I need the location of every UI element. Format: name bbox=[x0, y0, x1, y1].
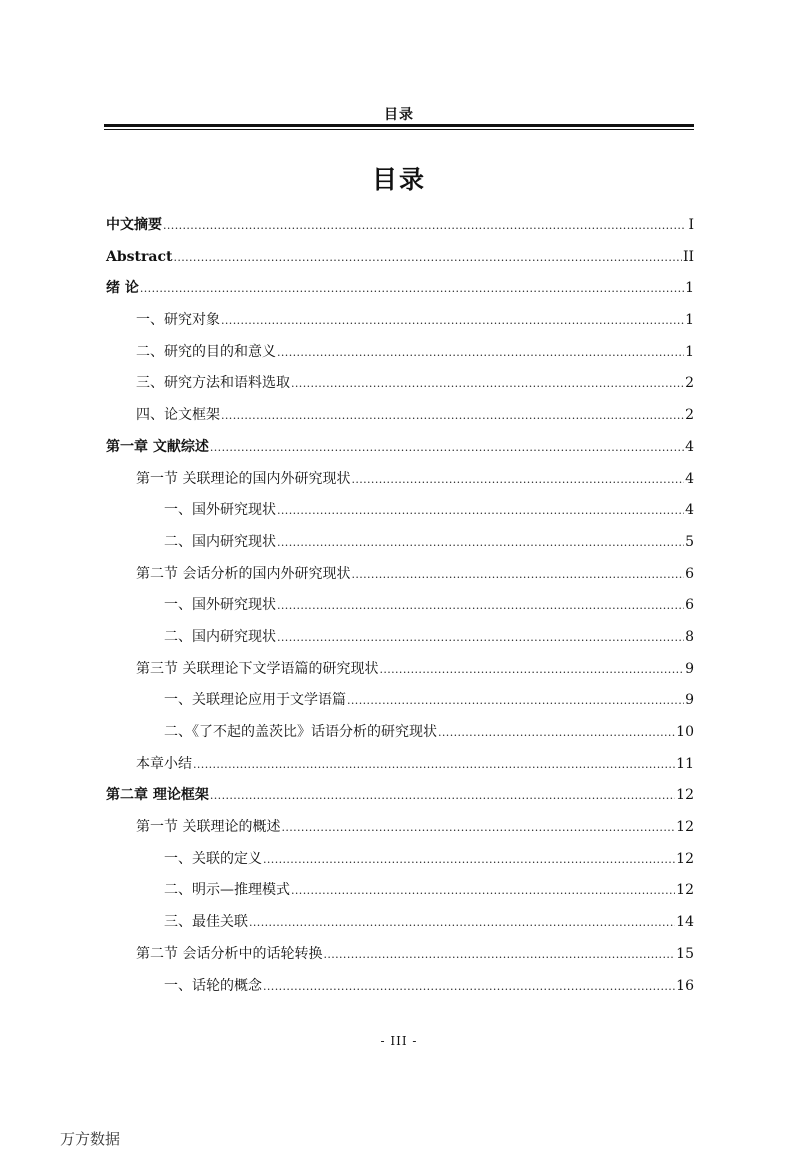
toc-entry-label: 二、《了不起的盖茨比》话语分析的研究现状 bbox=[164, 724, 437, 740]
toc-leader-dots bbox=[379, 660, 684, 680]
toc-entry-label: 本章小结 bbox=[136, 755, 192, 772]
toc-entry-label: 中文摘要 bbox=[106, 217, 162, 233]
toc-entry-page: 4 bbox=[685, 438, 694, 455]
toc-entry-label: 二、国内研究现状 bbox=[164, 628, 276, 645]
toc-entry[interactable] bbox=[106, 469, 694, 501]
header-rule-thin bbox=[104, 129, 694, 130]
toc-entry-label: 一、关联理论应用于文学语篇 bbox=[164, 692, 346, 709]
toc-entry-label: 第二节 会话分析中的话轮转换 bbox=[136, 945, 323, 962]
toc-entry-page: 9 bbox=[685, 692, 694, 709]
toc-entry-label: 第二章 理论框架 bbox=[106, 787, 209, 804]
toc-entry[interactable] bbox=[106, 342, 694, 374]
toc-leader-dots bbox=[173, 248, 681, 268]
toc-entry[interactable] bbox=[106, 437, 694, 469]
toc-entry-page: 4 bbox=[685, 502, 694, 519]
toc-entry[interactable] bbox=[106, 659, 694, 691]
toc-entry[interactable] bbox=[106, 500, 694, 532]
toc-leader-dots bbox=[140, 279, 684, 299]
toc-entry-page: 1 bbox=[685, 280, 694, 297]
toc-entry[interactable] bbox=[106, 278, 694, 310]
toc-entry[interactable] bbox=[106, 754, 694, 786]
toc-entry-label: 一、话轮的概念 bbox=[164, 977, 262, 994]
toc-leader-dots bbox=[221, 406, 684, 426]
table-of-contents bbox=[106, 215, 694, 1007]
toc-entry[interactable] bbox=[106, 247, 694, 279]
running-header: 目录 bbox=[384, 107, 414, 123]
toc-entry-page: 6 bbox=[685, 565, 694, 582]
toc-entry-page: 8 bbox=[685, 628, 694, 645]
toc-entry-label: 三、最佳关联 bbox=[164, 914, 248, 931]
toc-entry-label: 第一节 关联理论的国内外研究现状 bbox=[136, 470, 351, 487]
toc-leader-dots bbox=[277, 343, 684, 363]
toc-entry[interactable] bbox=[106, 722, 694, 754]
toc-entry[interactable] bbox=[106, 532, 694, 564]
toc-entry-page: 15 bbox=[676, 945, 694, 962]
toc-entry-label: 三、研究方法和语料选取 bbox=[136, 375, 290, 392]
toc-entry-page: 1 bbox=[685, 343, 694, 360]
toc-entry-page: 1 bbox=[685, 312, 694, 329]
toc-entry-page: 9 bbox=[685, 660, 694, 677]
page-number: - III - bbox=[380, 1034, 418, 1048]
toc-entry[interactable] bbox=[106, 880, 694, 912]
toc-entry-page: 2 bbox=[685, 407, 694, 424]
toc-entry-page: 11 bbox=[676, 755, 694, 772]
toc-entry-label: 第一节 关联理论的概述 bbox=[136, 819, 281, 836]
toc-entry[interactable] bbox=[106, 944, 694, 976]
toc-leader-dots bbox=[221, 311, 684, 331]
toc-leader-dots bbox=[291, 881, 675, 901]
toc-leader-dots bbox=[277, 533, 684, 553]
toc-leader-dots bbox=[277, 628, 684, 648]
toc-entry-label: 二、国内研究现状 bbox=[164, 533, 276, 550]
toc-leader-dots bbox=[193, 755, 675, 775]
toc-leader-dots bbox=[347, 691, 684, 711]
page-title: 目录 bbox=[371, 165, 426, 194]
toc-leader-dots bbox=[351, 470, 684, 490]
toc-entry-label: 一、国外研究现状 bbox=[164, 597, 276, 614]
toc-entry-label: 第三节 关联理论下文学语篇的研究现状 bbox=[136, 660, 379, 677]
toc-leader-dots bbox=[263, 850, 675, 870]
toc-entry-label: 第一章 文献综述 bbox=[106, 438, 209, 455]
toc-entry-label: 一、国外研究现状 bbox=[164, 502, 276, 519]
toc-entry-label: 绪 论 bbox=[106, 280, 139, 297]
toc-entry-page: 12 bbox=[676, 787, 694, 804]
toc-entry-page: 14 bbox=[676, 914, 694, 931]
toc-entry[interactable] bbox=[106, 405, 694, 437]
watermark: 万方数据 bbox=[60, 1130, 121, 1148]
toc-leader-dots bbox=[291, 374, 684, 394]
toc-entry[interactable] bbox=[106, 564, 694, 596]
toc-entry-page: 2 bbox=[685, 375, 694, 392]
toc-entry-label: 二、明示—推理模式 bbox=[164, 882, 290, 899]
toc-leader-dots bbox=[249, 913, 675, 933]
toc-entry[interactable] bbox=[106, 310, 694, 342]
toc-entry[interactable] bbox=[106, 373, 694, 405]
toc-entry-page: 12 bbox=[676, 850, 694, 867]
toc-leader-dots bbox=[351, 565, 684, 585]
toc-entry-page: 10 bbox=[676, 724, 694, 740]
toc-entry-label: 一、关联的定义 bbox=[164, 850, 262, 867]
toc-entry-page: 12 bbox=[676, 882, 694, 899]
toc-entry-page: 12 bbox=[676, 819, 694, 836]
toc-leader-dots bbox=[438, 723, 675, 743]
toc-entry[interactable] bbox=[106, 849, 694, 881]
toc-entry-page: II bbox=[682, 248, 694, 265]
header-rule-thick bbox=[104, 124, 694, 127]
toc-entry-page: 5 bbox=[685, 533, 694, 550]
toc-entry-label: Abstract bbox=[106, 248, 173, 265]
toc-entry-label: 第二节 会话分析的国内外研究现状 bbox=[136, 565, 351, 582]
toc-entry-label: 四、论文框架 bbox=[136, 407, 220, 424]
toc-leader-dots bbox=[281, 818, 675, 838]
toc-leader-dots bbox=[210, 786, 675, 806]
toc-leader-dots bbox=[163, 216, 685, 236]
toc-entry-label: 一、研究对象 bbox=[136, 312, 220, 329]
toc-entry-page: 6 bbox=[685, 597, 694, 614]
toc-entry[interactable] bbox=[106, 912, 694, 944]
toc-entry[interactable] bbox=[106, 595, 694, 627]
toc-entry[interactable] bbox=[106, 976, 694, 1008]
toc-entry-page: I bbox=[688, 217, 694, 233]
toc-leader-dots bbox=[277, 596, 684, 616]
toc-entry-page: 4 bbox=[685, 470, 694, 487]
toc-entry-page: 16 bbox=[676, 977, 694, 994]
toc-leader-dots bbox=[277, 501, 684, 521]
toc-leader-dots bbox=[263, 977, 675, 997]
toc-entry[interactable] bbox=[106, 785, 694, 817]
toc-leader-dots bbox=[210, 438, 684, 458]
toc-entry-label: 二、研究的目的和意义 bbox=[136, 343, 276, 360]
toc-leader-dots bbox=[323, 945, 675, 965]
toc-entry[interactable] bbox=[106, 627, 694, 659]
toc-entry[interactable] bbox=[106, 215, 694, 247]
toc-entry[interactable] bbox=[106, 817, 694, 849]
toc-entry[interactable] bbox=[106, 690, 694, 722]
